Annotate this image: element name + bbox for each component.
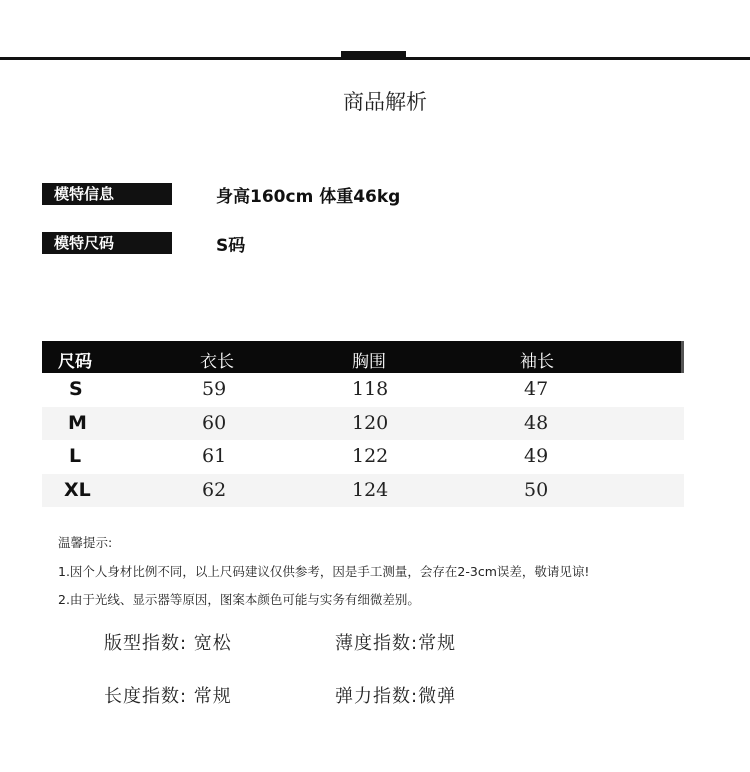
tips-line: 1.因个人身材比例不同，以上尺码建议仅供参考，因是手工测量，会存在2-3cm误差，敬请见谅!	[58, 564, 590, 579]
table-row	[42, 373, 684, 407]
cell-chest: 120	[352, 411, 389, 434]
section-title: 商品解析	[343, 90, 427, 114]
header-sleeve: 袖长	[520, 352, 554, 372]
tips-line: 2.由于光线、显示器等原因，图案本颜色可能与实务有细微差别。	[58, 592, 420, 607]
model-info-label: 模特信息	[42, 183, 172, 205]
elasticity-index: 弹力指数:微弹	[335, 686, 457, 707]
cell-length: 59	[202, 378, 227, 400]
model-info-value: 身高160cm 体重46kg	[216, 187, 401, 207]
cell-size: S	[69, 378, 83, 400]
table-row	[42, 440, 684, 474]
cell-length: 62	[202, 478, 227, 501]
size-table-header	[42, 341, 684, 373]
cell-chest: 122	[352, 445, 389, 467]
model-size-label: 模特尺码	[42, 232, 172, 254]
cell-chest: 124	[352, 478, 389, 501]
cell-length: 61	[202, 445, 227, 467]
length-index: 长度指数: 常规	[104, 686, 232, 707]
cell-sleeve: 49	[524, 445, 549, 467]
cell-size: XL	[64, 478, 91, 501]
cell-size: L	[69, 445, 82, 467]
cell-length: 60	[202, 411, 227, 434]
table-row	[42, 407, 684, 441]
model-size-value: S码	[216, 236, 246, 256]
cell-sleeve: 48	[524, 411, 549, 434]
size-table	[42, 341, 684, 507]
fit-index: 版型指数: 宽松	[104, 633, 232, 654]
thickness-index: 薄度指数:常规	[335, 633, 457, 654]
header-size: 尺码	[58, 352, 92, 372]
cell-sleeve: 47	[524, 378, 549, 400]
header-chest: 胸围	[352, 352, 386, 372]
tips-title: 温馨提示:	[58, 535, 113, 550]
cell-sleeve: 50	[524, 478, 549, 501]
cell-chest: 118	[352, 378, 389, 400]
table-row	[42, 474, 684, 508]
top-divider-accent	[341, 51, 406, 60]
cell-size: M	[68, 411, 87, 434]
header-length: 衣长	[200, 352, 234, 372]
